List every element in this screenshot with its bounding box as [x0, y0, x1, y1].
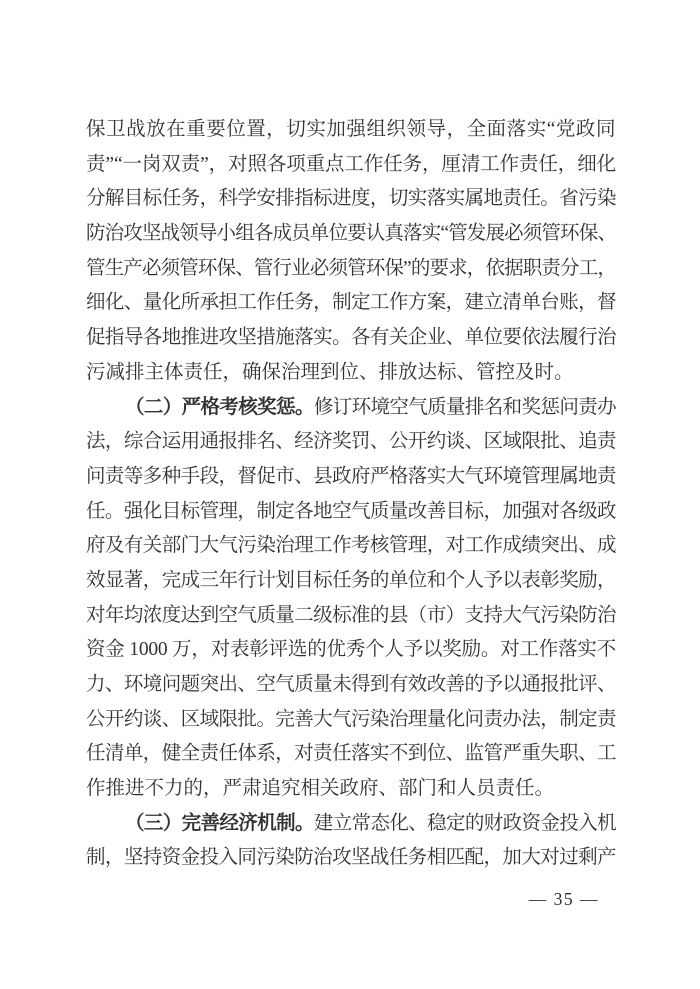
text-line: 管生产必须管环保、管行业必须管环保”的要求，依据职责分工， [86, 257, 616, 279]
page-number: — 35 — [528, 889, 599, 909]
text-line: （三）完善经济机制。建立常态化、稳定的财政资金投入机 [125, 812, 616, 834]
text-line: 效显著，完成三年行计划目标任务的单位和个人予以表彰奖励， [86, 569, 616, 591]
text-line: 问责等多种手段，督促市、县政府严格落实大气环境管理属地责 [86, 465, 616, 487]
text-line: 任清单，健全责任体系，对责任落实不到位、监管严重失职、工 [86, 743, 616, 765]
text-line: 对年均浓度达到空气质量二级标准的县（市）支持大气污染防治 [86, 604, 616, 626]
text-line: 府及有关部门大气污染治理工作考核管理，对工作成绩突出、成 [86, 535, 616, 557]
section-heading: （二）严格考核奖惩。 [125, 396, 314, 418]
text-line: 任。强化目标管理，制定各地空气质量改善目标，加强对各级政 [86, 500, 616, 522]
text-line: 资金 1000 万，对表彰评选的优秀个人予以奖励。对工作落实不 [86, 639, 616, 661]
text-line: 公开约谈、区域限批。完善大气污染治理量化问责办法，制定责 [86, 708, 616, 730]
text-line: 促指导各地推进攻坚措施落实。各有关企业、单位要依法履行治 [86, 327, 616, 349]
text-line: 力、环境问题突出、空气质量未得到有效改善的予以通报批评、 [86, 674, 616, 695]
text-line: 制，坚持资金投入同污染防治攻坚战任务相匹配，加大对过剩产 [86, 847, 616, 869]
text-line: （二）严格考核奖惩。修订环境空气质量排名和奖惩问责办 [125, 396, 616, 418]
text-line: 防治攻坚战领导小组各成员单位要认真落实“管发展必须管环保、 [86, 223, 616, 245]
text-line: 法，综合运用通报排名、经济奖罚、公开约谈、区域限批、追责 [86, 431, 616, 453]
text-line: 责”“一岗双责”，对照各项重点工作任务，厘清工作责任，细化 [86, 153, 616, 175]
text-line: 作推进不力的，严肃追究相关政府、部门和人员责任。 [86, 778, 555, 800]
text-line: 保卫战放在重要位置，切实加强组织领导，全面落实“党政同 [86, 119, 616, 140]
document-body-text [86, 113, 616, 876]
text-line: 分解目标任务，科学安排指标进度，切实落实属地责任。省污染 [86, 188, 616, 210]
text-line: 细化、量化所承担工作任务，制定工作方案，建立清单台账，督 [86, 292, 616, 314]
text-line: 污减排主体责任，确保治理到位、排放达标、管控及时。 [86, 361, 574, 383]
section-heading: （三）完善经济机制。 [125, 812, 314, 834]
